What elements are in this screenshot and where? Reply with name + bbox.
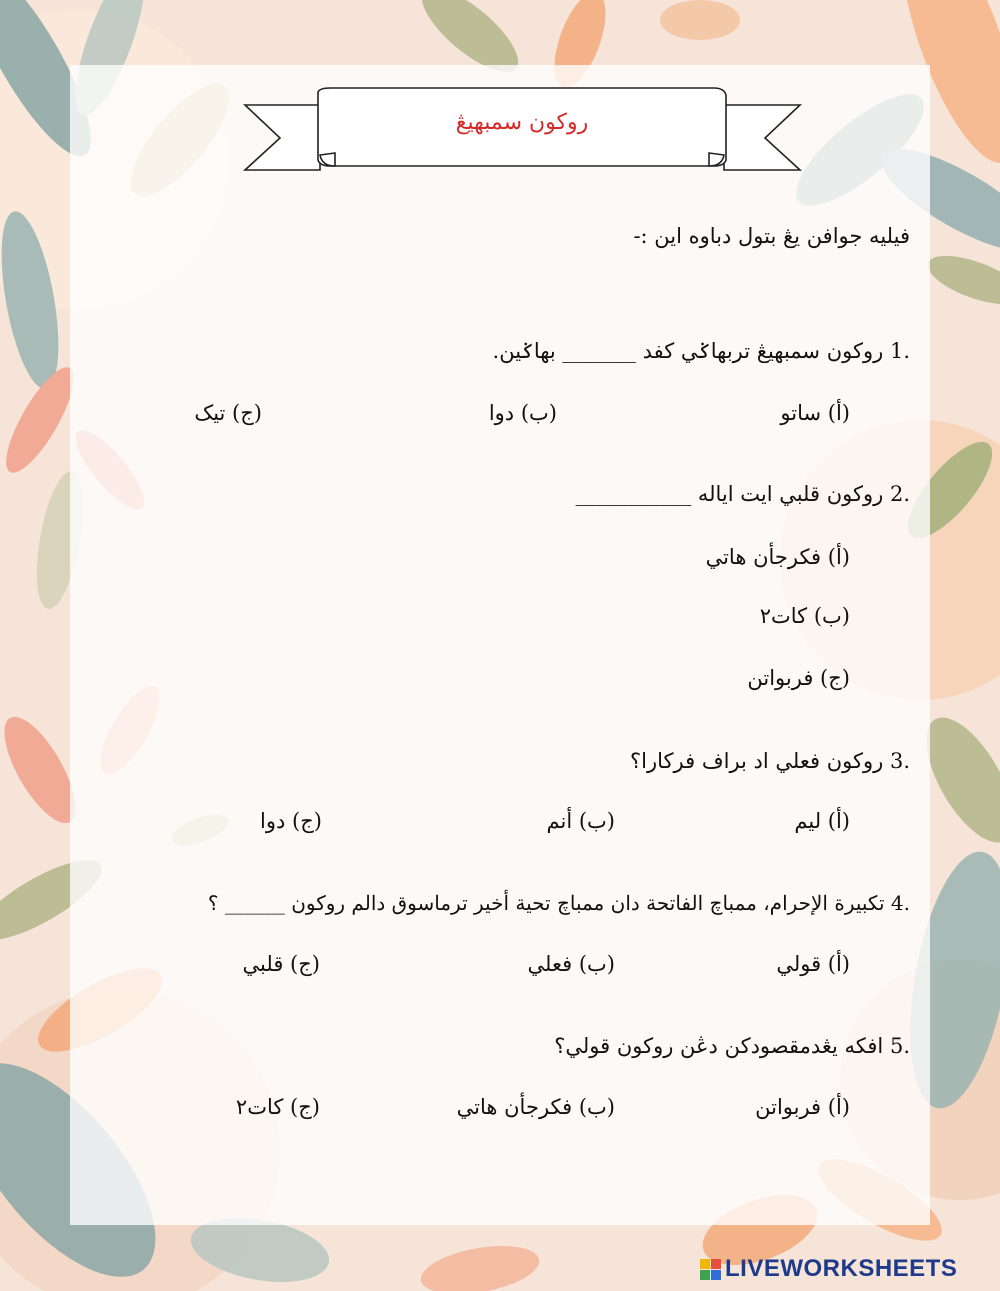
question-text: تکبيرة الإحرام، ممباچ الفاتحة دان ممباچ تحية أخير ترماسوق دالم روکون ______ ؟ — [207, 891, 885, 915]
q4-option-b[interactable]: (ب) فعلي — [527, 952, 615, 976]
question-2 — [576, 484, 910, 505]
question-text: روکون سمبهيڠ تربهاݢي کفد _______ بهاݢين. — [492, 339, 884, 363]
question-text: روکون فعلي اد براف فرکارا؟ — [630, 749, 884, 773]
worksheet-title: روکون سمبهيڠ — [455, 109, 589, 135]
q2-option-a[interactable]: (أ) فکرجأن هاتي — [705, 545, 850, 569]
instruction-text: فيليه جوافن يڠ بتول دباوه اين :- — [633, 224, 910, 248]
question-number: 5. — [889, 1034, 910, 1058]
liveworksheets-logo-icon — [700, 1259, 721, 1280]
q1-option-c[interactable]: (ج) تيک — [194, 401, 262, 425]
question-4 — [208, 893, 910, 913]
q4-option-a[interactable]: (أ) قولي — [776, 952, 850, 976]
q5-option-b[interactable]: (ب) فکرجأن هاتي — [456, 1095, 615, 1119]
question-text: روکون قلبي ايت اياله ___________ — [575, 482, 884, 506]
question-number: 4. — [890, 891, 910, 915]
liveworksheets-logo[interactable] — [700, 1256, 957, 1282]
q2-option-c[interactable]: (ج) فربواتن — [747, 666, 850, 690]
question-number: 2. — [889, 482, 910, 506]
q5-option-c[interactable]: (ج) کات٢ — [235, 1095, 320, 1119]
q2-option-b[interactable]: (ب) کات٢ — [759, 604, 850, 628]
q3-option-a[interactable]: (أ) ليم — [794, 809, 850, 833]
brand-name: LIVEWORKSHEETS — [725, 1255, 958, 1282]
q3-option-b[interactable]: (ب) أنم — [546, 809, 615, 833]
q1-option-b[interactable]: (ب) دوا — [488, 401, 557, 425]
question-number: 3. — [889, 749, 910, 773]
question-5 — [554, 1036, 910, 1057]
q1-option-a[interactable]: (أ) ساتو — [780, 401, 850, 425]
question-1 — [493, 341, 910, 362]
question-text: افکه يڠدمقصودکن دڠن روکون قولي؟ — [554, 1034, 884, 1058]
q3-option-c[interactable]: (ج) دوا — [260, 809, 322, 833]
q5-option-a[interactable]: (أ) فربواتن — [755, 1095, 850, 1119]
question-3 — [630, 751, 910, 772]
q4-option-c[interactable]: (ج) قلبي — [242, 952, 320, 976]
question-number: 1. — [889, 339, 910, 363]
